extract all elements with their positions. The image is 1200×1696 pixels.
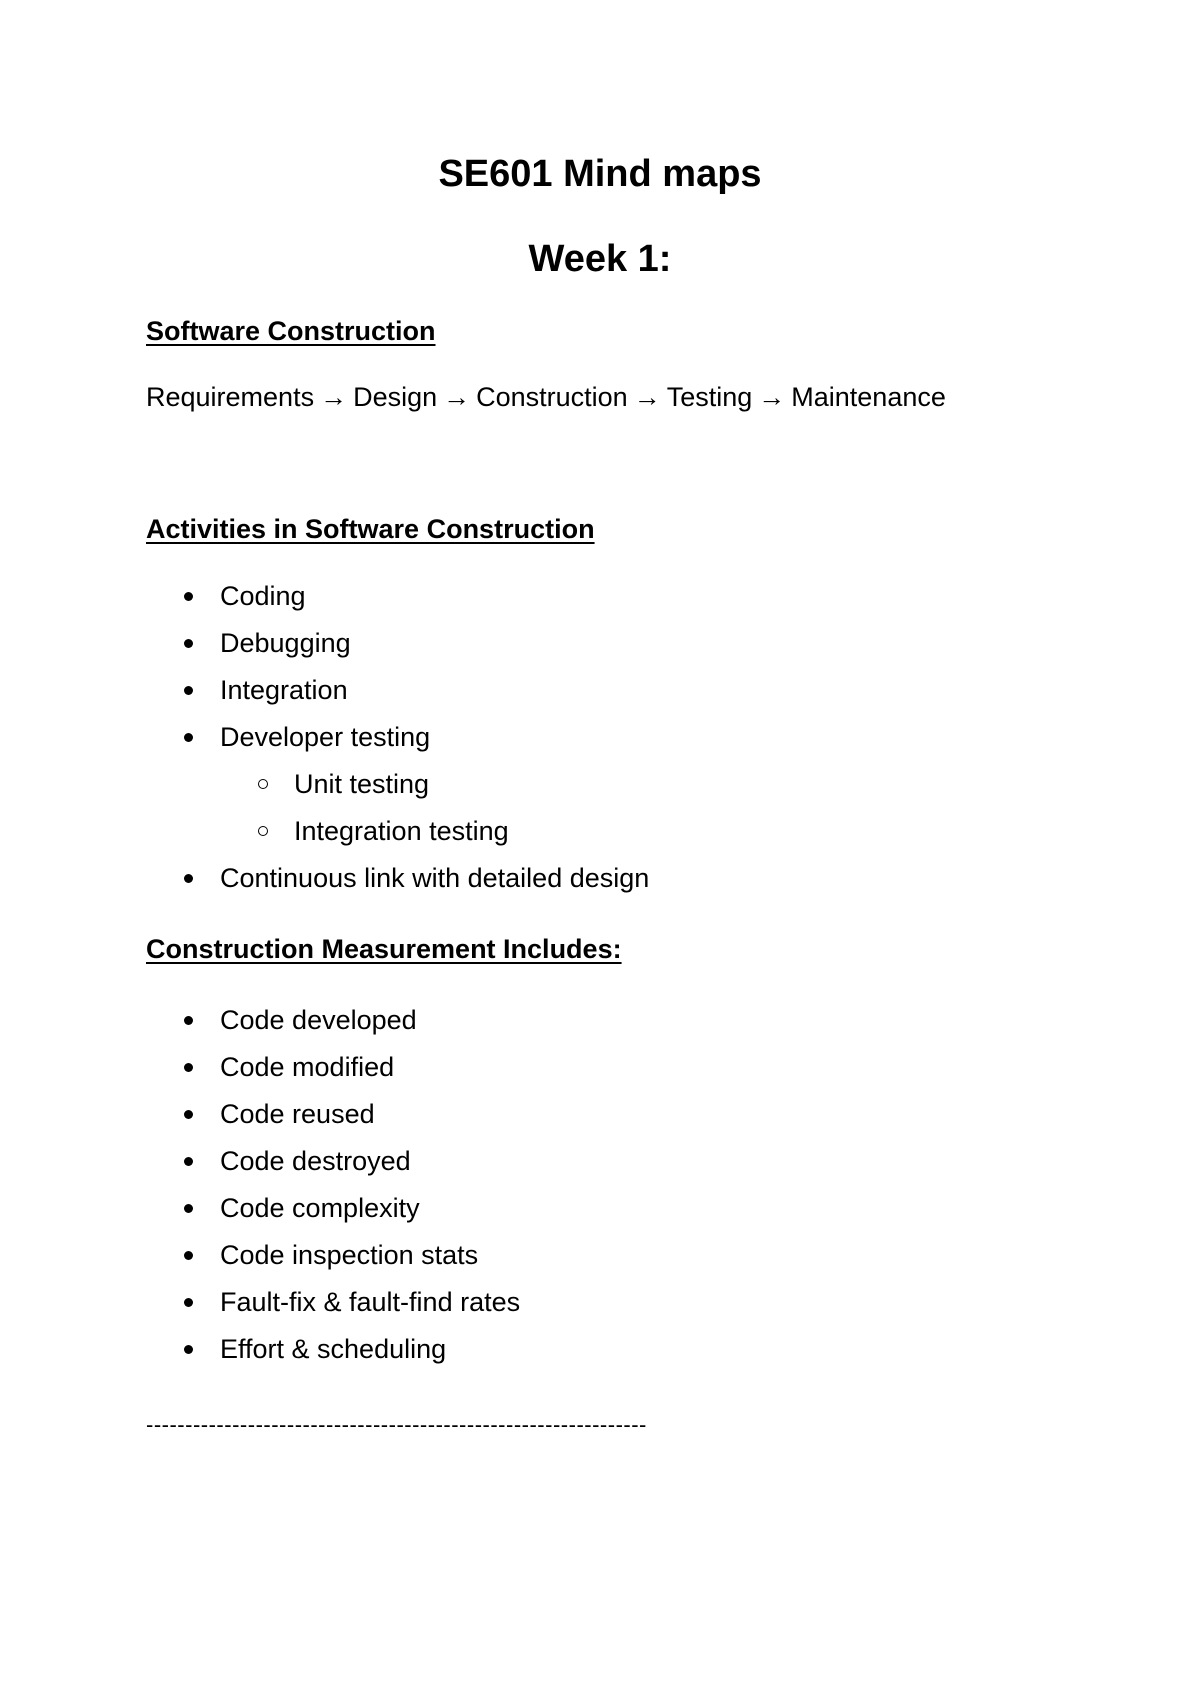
developer-testing-sublist — [220, 761, 649, 855]
arrow-icon: → — [320, 382, 348, 412]
flow-step: Maintenance — [791, 382, 946, 412]
flow-step: Requirements — [146, 382, 315, 412]
list-item: Code developed — [146, 997, 520, 1044]
activities-list — [146, 573, 649, 902]
week-title: Week 1: — [528, 238, 672, 280]
heading-measurement: Construction Measurement Includes: — [146, 934, 622, 964]
construction-flow — [146, 381, 946, 413]
page-title: SE601 Mind maps — [438, 153, 762, 195]
bullet-icon — [184, 1157, 193, 1166]
sub-list-item: Integration testing — [220, 808, 649, 855]
bullet-icon — [184, 639, 193, 648]
list-item: Integration — [146, 667, 649, 714]
bullet-icon — [184, 1204, 193, 1213]
heading-activities: Activities in Software Construction — [146, 514, 595, 544]
list-item: Continuous link with detailed design — [146, 855, 649, 902]
bullet-icon — [184, 1063, 193, 1072]
flow-step: Construction — [476, 382, 628, 412]
list-item: Effort & scheduling — [146, 1326, 520, 1373]
list-item: Coding — [146, 573, 649, 620]
bullet-icon — [184, 874, 193, 883]
bullet-icon — [184, 592, 193, 601]
list-item: Code complexity — [146, 1185, 520, 1232]
list-item: Fault-fix & fault-find rates — [146, 1279, 520, 1326]
bullet-icon — [184, 733, 193, 742]
section-divider: ---------------------------------------------------------------- — [146, 1412, 647, 1437]
list-item: Developer testing Unit testing Integration testing — [146, 714, 649, 855]
flow-step: Testing — [666, 382, 753, 412]
heading-software-construction: Software Construction — [146, 316, 436, 346]
sub-list-item: Unit testing — [220, 761, 649, 808]
bullet-icon — [184, 1345, 193, 1354]
list-item: Code inspection stats — [146, 1232, 520, 1279]
circle-bullet-icon — [258, 779, 268, 789]
list-item: Code destroyed — [146, 1138, 520, 1185]
list-item: Code modified — [146, 1044, 520, 1091]
flow-step: Design — [353, 382, 438, 412]
arrow-icon: → — [758, 382, 786, 412]
bullet-icon — [184, 1016, 193, 1025]
list-item: Code reused — [146, 1091, 520, 1138]
arrow-icon: → — [443, 382, 471, 412]
bullet-icon — [184, 1298, 193, 1307]
arrow-icon: → — [633, 382, 661, 412]
circle-bullet-icon — [258, 826, 268, 836]
bullet-icon — [184, 686, 193, 695]
list-item: Debugging — [146, 620, 649, 667]
measurement-list — [146, 997, 520, 1373]
bullet-icon — [184, 1110, 193, 1119]
bullet-icon — [184, 1251, 193, 1260]
